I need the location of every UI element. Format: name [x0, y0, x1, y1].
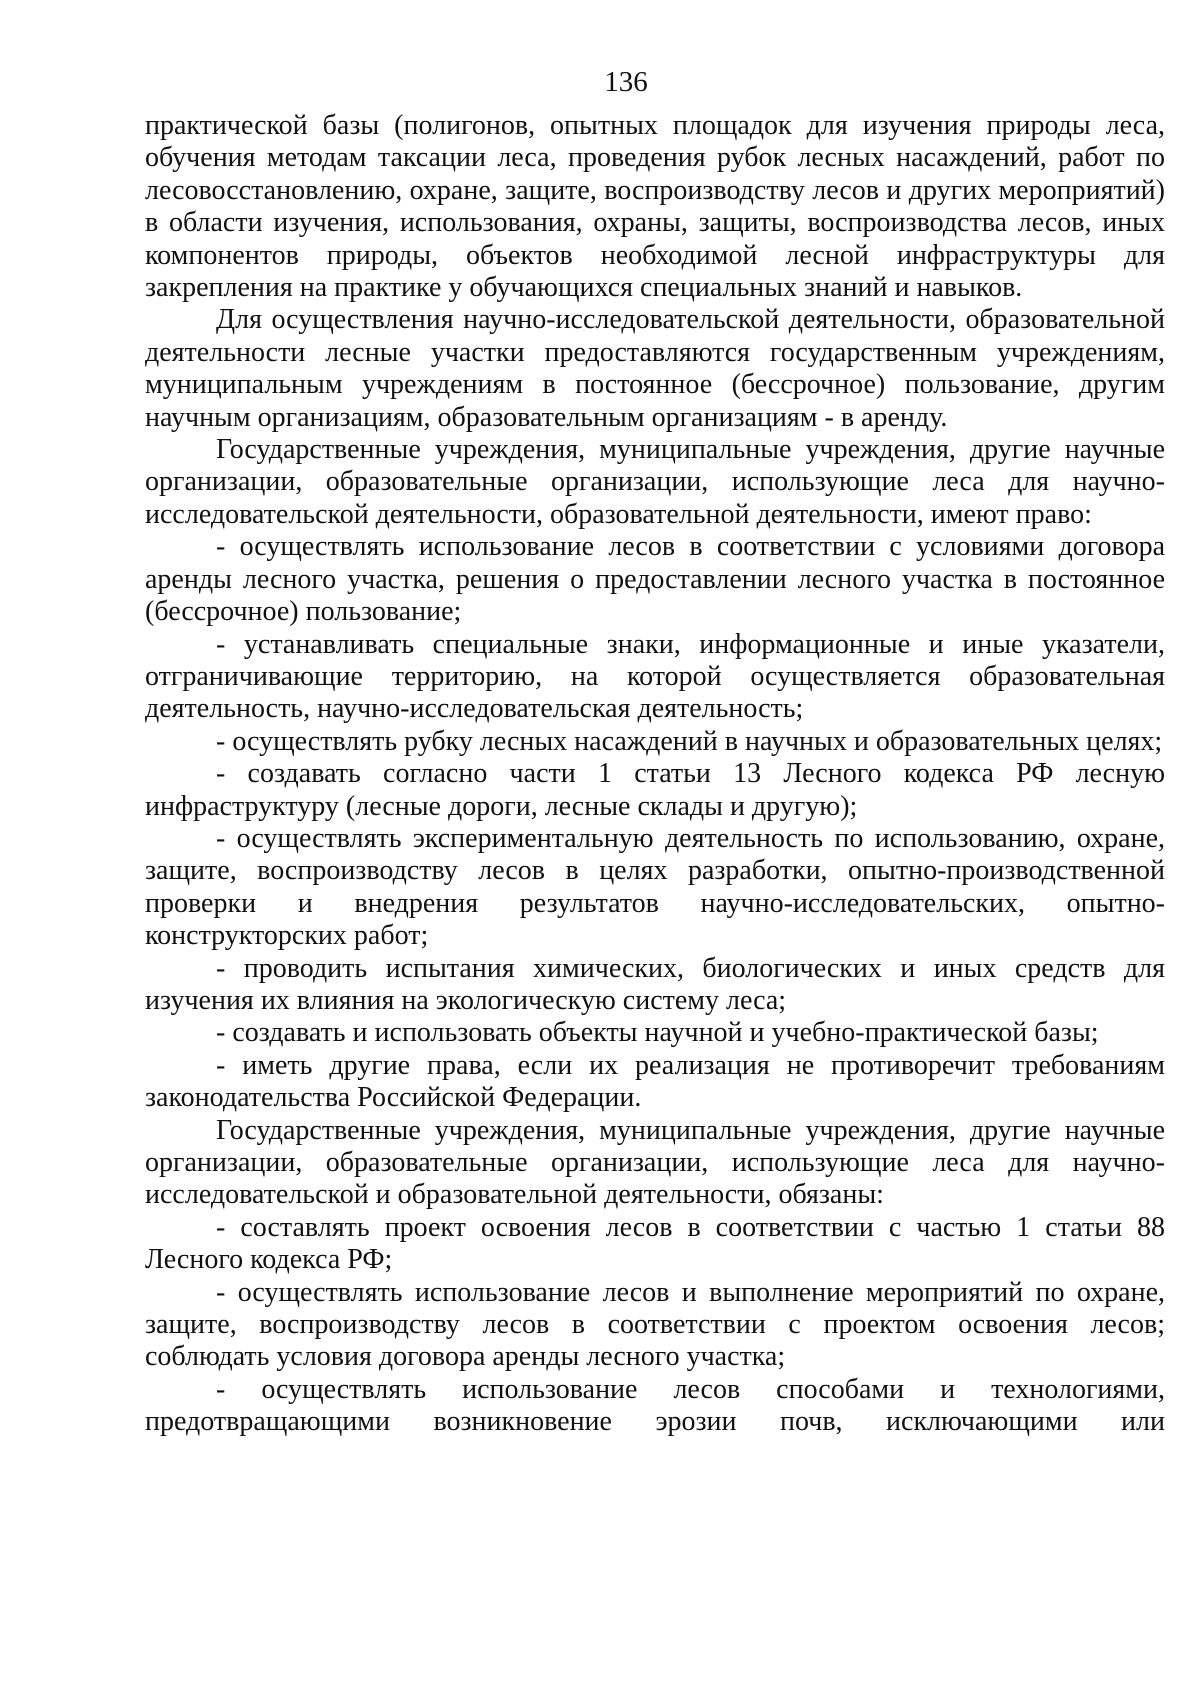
paragraph-obligations: Государственные учреждения, муниципальные учреждения, другие научные организации, образовательные организации, использующие леса для научно-исследовательской и образовательной деятельности, обязаны: — [145, 1114, 1165, 1211]
list-item-right-1: - осуществлять использование лесов в соответствии с условиями договора аренды лесного участка, решения о предоставлении лесного участка в постоянное (бессрочное) пользование; — [145, 531, 1165, 628]
list-item-right-6: - проводить испытания химических, биологических и иных средств для изучения их влияния на экологическую систему леса; — [145, 952, 1165, 1016]
list-item-right-5: - осуществлять экспериментальную деятельность по использованию, охране, защите, воспроизводству лесов в целях разработки, опытно-производственной проверки и внедрения результатов научно-исследовательских, опытно-конструкторских работ; — [145, 822, 1165, 952]
list-item-right-2: - устанавливать специальные знаки, информационные и иные указатели, отграничивающие территорию, на которой осуществляется образовательная деятельность, научно-исследовательская деятельность; — [145, 628, 1165, 725]
page-number: 136 — [604, 66, 648, 98]
list-item-right-4: - создавать согласно части 1 статьи 13 Лесного кодекса РФ лесную инфраструктуру (лесные дороги, лесные склады и другую); — [145, 758, 1165, 822]
paragraph-1: практической базы (полигонов, опытных площадок для изучения природы леса, обучения методам таксации леса, проведения рубок лесных насаждений, работ по лесовосстановлению, охране, защите, воспроизводству лесов и других мероприятий) в области изучения, использования, охраны, защиты, воспроизводства лесов, иных компонентов природы, объектов необходимой лесной инфраструктуры для закрепления на практике у обучающихся специальных знаний и навыков. — [145, 110, 1165, 304]
list-item-obligation-2: - осуществлять использование лесов и выполнение мероприятий по охране, защите, воспроизводству лесов в соответствии с проектом освоения лесов; соблюдать условия договора аренды лесного участка; — [145, 1276, 1165, 1373]
list-item-right-3: - осуществлять рубку лесных насаждений в научных и образовательных целях; — [216, 725, 1163, 757]
list-item-obligation-3: - осуществлять использование лесов способами и технологиями, предотвращающими возникновение эрозии почв, исключающими или — [145, 1373, 1165, 1438]
paragraph-2: Для осуществления научно-исследовательской деятельности, образовательной деятельности лесные участки предоставляются государственным учреждениям, муниципальным учреждениям в постоянное (бессрочное) пользование, другим научным организациям, образовательным организациям - в аренду. — [145, 304, 1165, 433]
list-item-right-8: - иметь другие права, если их реализация не противоречит требованиям законодательства Российской Федерации. — [145, 1049, 1165, 1114]
list-item-obligation-1: - составлять проект освоения лесов в соответствии с частью 1 статьи 88 Лесного кодекса РФ; — [145, 1211, 1165, 1276]
document-body — [145, 110, 1165, 1439]
paragraph-3: Государственные учреждения, муниципальные учреждения, другие научные организации, образовательные организации, использующие леса для научно-исследовательской деятельности, образовательной деятельности, имеют право: — [145, 434, 1165, 530]
list-item-right-7: - создавать и использовать объекты научной и учебно-практической базы; — [216, 1017, 1099, 1049]
